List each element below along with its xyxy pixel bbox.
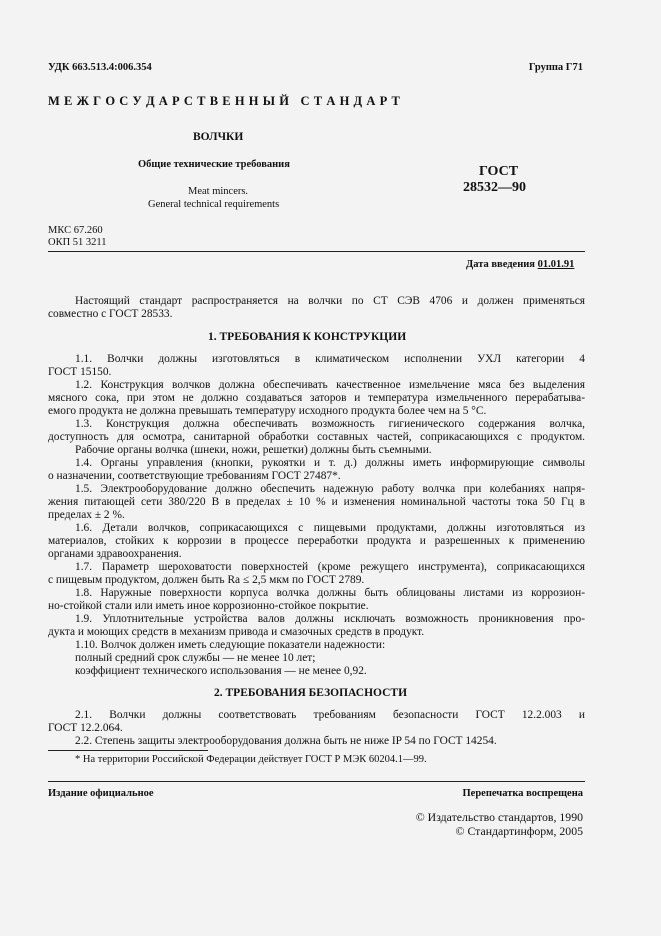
- title-english: Meat mincers.: [188, 186, 249, 197]
- subtitle-english: General technical requirements: [148, 199, 280, 210]
- paragraph-line: 1.2. Конструкция волчков должна обеспечивать качественное измельчение мяса без выделения: [75, 379, 585, 391]
- paragraph-line: с пищевым продуктом, должен быть Ra ≤ 2,5 мкм по ГОСТ 2789.: [48, 574, 365, 586]
- paragraph-line: 1.1. Волчки должны изготовляться в климатическом исполнении УХЛ категории 4: [75, 353, 585, 365]
- udk-code: УДК 663.513.4:006.354: [48, 62, 152, 73]
- paragraph-line: емого продукта не должна превышать температуру исходного продукта более чем на 5 °С.: [48, 405, 487, 417]
- section-heading: 2. ТРЕБОВАНИЯ БЕЗОПАСНОСТИ: [214, 687, 408, 699]
- intro-line: совместно с ГОСТ 28533.: [48, 308, 173, 320]
- group-code: Группа Г71: [528, 62, 583, 73]
- effective-date-label: Дата введения: [466, 259, 535, 270]
- effective-date: [466, 259, 574, 270]
- header-rule: [48, 251, 585, 252]
- standard-banner: М Е Ж Г О С У Д А Р С Т В Е Н Н Ы Й С Т А Н Д А Р Т: [48, 94, 401, 108]
- paragraph-line: 1.6. Детали волчков, соприкасающихся с пищевыми продуктами, должны изготовляться из: [75, 522, 585, 534]
- paragraph-line: ГОСТ 12.2.064.: [48, 722, 123, 734]
- paragraph-line: 1.8. Наружные поверхности корпуса волчка должны быть облицованы листами из коррозион-: [75, 587, 585, 599]
- gost-label: ГОСТ: [479, 164, 519, 179]
- paragraph-line: мясного сока, при этом не должно создаваться заторов и температура измельченного перерабатыва-: [48, 392, 585, 404]
- paragraph-line: органами здравоохранения.: [48, 548, 182, 560]
- section-heading: 1. ТРЕБОВАНИЯ К КОНСТРУКЦИИ: [208, 331, 407, 343]
- paragraph-line: полный средний срок службы — не менее 10 лет;: [75, 652, 316, 664]
- paragraph-line: коэффициент технического использования — не менее 0,92.: [75, 665, 367, 677]
- paragraph-line: пределах ± 2 %.: [48, 509, 125, 521]
- paragraph-line: 1.9. Уплотнительные устройства валов должны исключать возможность проникновения про-: [75, 613, 585, 625]
- paragraph-line: дукта и моющих средств в механизм привода и смазочных средств в продукт.: [48, 626, 425, 638]
- reprint-prohibited: Перепечатка воспрещена: [462, 788, 583, 799]
- effective-date-value: 01.01.91: [537, 259, 575, 270]
- paragraph-line: 2.1. Волчки должны соответствовать требованиям безопасности ГОСТ 12.2.003 и: [75, 709, 585, 721]
- paragraph-line: 1.3. Конструкция должна обеспечивать возможность гигиенического содержания волчка,: [75, 418, 585, 430]
- document-title: ВОЛЧКИ: [193, 131, 244, 143]
- mks-code: МКС 67.260: [48, 225, 103, 236]
- paragraph-line: материалов, стойких к коррозии в процессе переработки продукта и разрешенных к применению: [48, 535, 585, 547]
- paragraph-line: 1.4. Органы управления (кнопки, рукоятки и т. д.) должны иметь информирующие символы: [75, 457, 585, 469]
- footnote-rule: [48, 750, 208, 751]
- copyright-line: © Стандартинформ, 2005: [455, 824, 583, 838]
- paragraph-line: жения питающей сети 380/220 В в пределах ± 10 % и изменения номинальной частоты тока 50 Гц в: [48, 496, 585, 508]
- footer-rule: [48, 781, 585, 782]
- official-edition: Издание официальное: [48, 788, 154, 799]
- paragraph-line: 1.5. Электрооборудование должно обеспечить надежную работу волчка при колебаниях напря-: [75, 483, 585, 495]
- gost-number: 28532—90: [463, 180, 526, 195]
- okp-code: ОКП 51 3211: [48, 237, 107, 248]
- paragraph-line: 2.2. Степень защиты электрооборудования должна быть не ниже IP 54 по ГОСТ 14254.: [75, 735, 497, 747]
- paragraph-line: но-стойкой стали или иметь иное коррозионно-стойкое покрытие.: [48, 600, 369, 612]
- paragraph-line: 1.10. Волчок должен иметь следующие показатели надежности:: [75, 639, 386, 651]
- paragraph-line: 1.7. Параметр шероховатости поверхностей (кроме режущего инструмента), соприкасающихся: [75, 561, 585, 573]
- paragraph-line: доступность для осмотра, санитарной обработки составных частей, соприкасающихся с продуктом.: [48, 431, 585, 443]
- footnote: * На территории Российской Федерации действует ГОСТ Р МЭК 60204.1—99.: [75, 754, 427, 765]
- paragraph-line: Рабочие органы волчка (шнеки, ножи, решетки) должны быть съемными.: [75, 444, 432, 456]
- paragraph-line: ГОСТ 15150.: [48, 366, 112, 378]
- copyright-line: © Издательство стандартов, 1990: [415, 810, 583, 824]
- paragraph-line: о назначении, соответствующие требованиям ГОСТ 27487*.: [48, 470, 341, 482]
- intro-line: Настоящий стандарт распространяется на волчки по СТ СЭВ 4706 и должен применяться: [75, 295, 585, 307]
- document-subtitle: Общие технические требования: [138, 159, 290, 170]
